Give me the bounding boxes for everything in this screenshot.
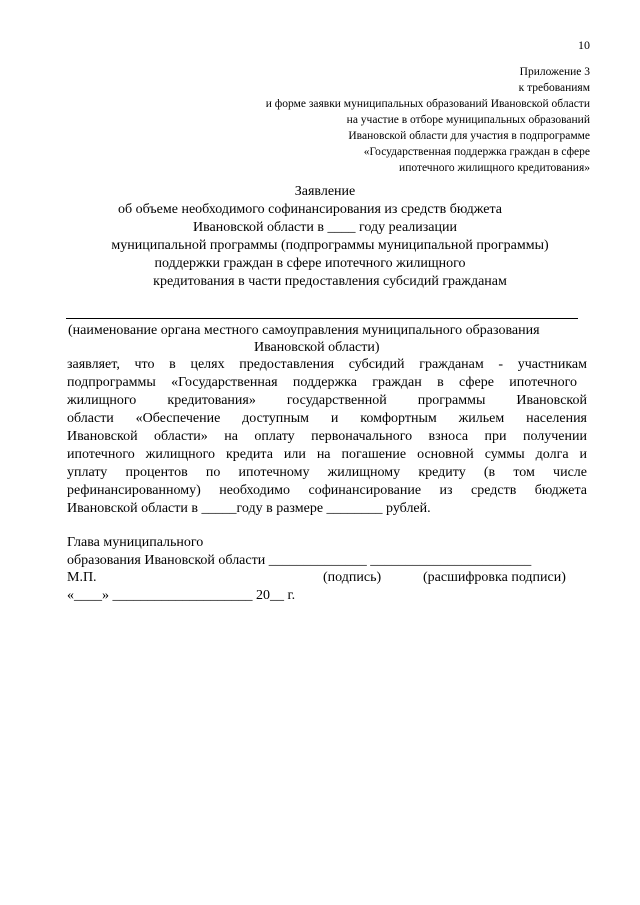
org-caption-line1: (наименование органа местного самоуправления муниципального образования bbox=[68, 323, 540, 338]
statement-line-last: Ивановской области в _____году в размере ________ рублей. bbox=[67, 501, 431, 516]
signature-title-line2: образования Ивановской области ______________ _______________________ bbox=[67, 553, 532, 568]
signature-title-line1: Глава муниципального bbox=[67, 535, 204, 550]
title-line: Ивановской области в ____ году реализации bbox=[192, 220, 457, 235]
title-line: поддержки граждан в сфере ипотечного жилищного bbox=[154, 256, 466, 271]
signature-decode-caption: (расшифровка подписи) bbox=[423, 570, 566, 585]
appendix-line: Ивановской области для участия в подпрограмме bbox=[348, 130, 590, 142]
title-line: об объеме необходимого софинансирования из средств бюджета bbox=[118, 202, 502, 217]
stamp-place-label: М.П. bbox=[67, 570, 97, 585]
appendix-line: и форме заявки муниципальных образований Ивановской области bbox=[265, 98, 590, 110]
appendix-line: Приложение 3 bbox=[519, 66, 590, 78]
statement-line: уплату процентов по ипотечному жилищному кредиту (в том числе bbox=[67, 465, 587, 480]
statement-line: подпрограммы «Государственная поддержка граждан в сфере ипотечного bbox=[67, 375, 577, 390]
statement-line: области «Обеспечение доступным и комфортным жильем населения bbox=[67, 411, 587, 426]
statement-line: Ивановской области» на оплату первоначального взноса при получении bbox=[67, 429, 587, 444]
title-line: муниципальной программы (подпрограммы муниципальной программы) bbox=[111, 238, 549, 253]
statement-line: ипотечного жилищного кредита или на погашение основной суммы долга и bbox=[67, 447, 587, 462]
appendix-line: на участие в отборе муниципальных образований bbox=[346, 114, 590, 126]
title-heading: Заявление bbox=[294, 184, 356, 199]
appendix-line: к требованиям bbox=[518, 82, 590, 94]
date-line: «____» ____________________ 20__ г. bbox=[67, 588, 296, 603]
org-name-underline bbox=[66, 318, 578, 319]
appendix-line: ипотечного жилищного кредитования» bbox=[399, 162, 590, 174]
statement-line: заявляет, что в целях предоставления субсидий гражданам - участникам bbox=[67, 357, 587, 372]
signature-caption: (подпись) bbox=[323, 570, 382, 585]
org-caption-line2: Ивановской области) bbox=[254, 340, 380, 355]
statement-line: рефинансированному) необходимо софинансирование из средств бюджета bbox=[67, 483, 587, 498]
statement-line: жилищного кредитования» государственной программы Ивановской bbox=[67, 393, 587, 408]
title-line: кредитования в части предоставления субсидий гражданам bbox=[153, 274, 507, 289]
page-number: 10 bbox=[578, 38, 590, 52]
appendix-line: «Государственная поддержка граждан в сфере bbox=[363, 146, 590, 158]
